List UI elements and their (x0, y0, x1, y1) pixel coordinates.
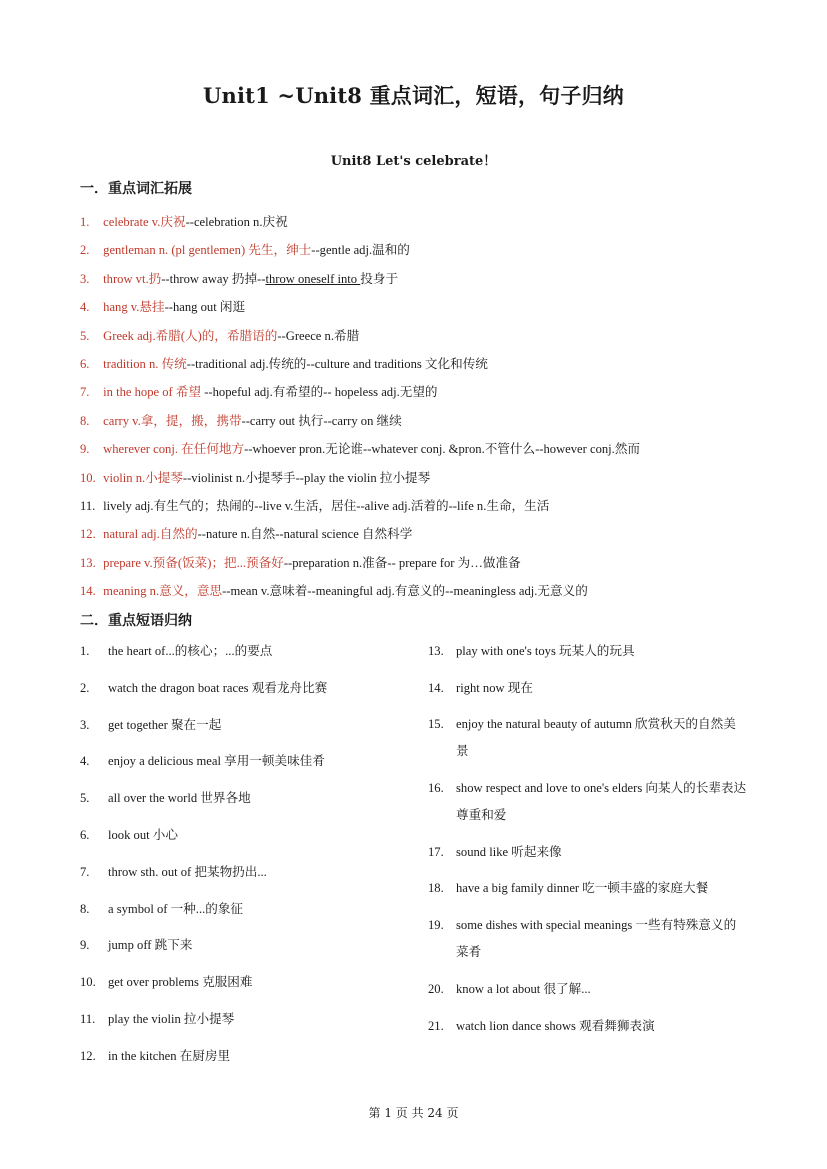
phrase-column-left (80, 638, 410, 1080)
phrase-item (80, 675, 410, 712)
phrase-number: 1. (80, 644, 90, 658)
phrase-number: 15. (428, 717, 444, 732)
phrase-number: 8. (80, 901, 90, 916)
vocab-item (80, 382, 760, 410)
phrase-number: 2. (80, 680, 90, 695)
phrase-number: 21. (428, 1018, 444, 1033)
phrase-number: 4. (80, 754, 90, 769)
unit-subtitle: Unit8 Let's celebrate！ (330, 154, 497, 169)
vocab-item (80, 297, 760, 325)
vocab-item (80, 553, 760, 581)
phrase-text: show respect and love to one's elders 向某人的长辈表达尊重和爱 (456, 781, 747, 823)
vocab-item-keyword: throw vt.扔 (103, 271, 162, 286)
vocab-item (80, 524, 760, 552)
vocab-item-number: 1. (80, 215, 90, 229)
phrase-item (428, 875, 748, 902)
vocab-item-keyword: Greek adj.希腊(人)的，希腊语的 (103, 328, 278, 343)
phrase-item (80, 1006, 410, 1043)
phrase-item (428, 976, 748, 1003)
vocab-item (80, 496, 760, 524)
vocab-item-number: 14. (80, 584, 96, 599)
phrase-item (80, 785, 410, 822)
phrase-text: the heart of...的核心；...的要点 (108, 644, 273, 658)
vocab-item-number: 13. (80, 555, 96, 570)
phrase-item (80, 896, 410, 933)
phrase-text: right now 现在 (456, 680, 533, 695)
phrase-text: get over problems 克服困难 (108, 975, 253, 990)
phrase-item (428, 775, 748, 829)
vocab-item (80, 240, 760, 268)
phrase-item (80, 748, 410, 785)
vocab-item-derivatives: --hang out 闲逛 (164, 300, 246, 315)
vocab-item-keyword: celebrate v.庆祝 (103, 215, 186, 229)
phrase-text: a symbol of 一种...的象征 (108, 901, 244, 916)
vocab-item-keyword: in the hope of 希望 (103, 385, 202, 400)
phrase-text: know a lot about 很了解... (456, 981, 591, 996)
vocab-item (80, 439, 760, 467)
phrase-text: get together 聚在一起 (108, 717, 222, 732)
page-title: Unit1 ~Unit8 重点词汇，短语，句子归纳 (203, 83, 624, 108)
phrase-item (428, 912, 748, 966)
vocab-item-number: 7. (80, 385, 90, 400)
vocab-item-keyword: violin n.小提琴 (103, 470, 183, 485)
phrase-number: 17. (428, 844, 444, 859)
phrase-item (428, 839, 748, 866)
phrase-item (80, 638, 410, 675)
phrase-number: 11. (80, 1011, 96, 1026)
vocab-item-number: 4. (80, 300, 90, 315)
phrase-number: 14. (428, 680, 444, 695)
phrase-number: 20. (428, 981, 444, 996)
vocab-item-number: 11. (80, 498, 96, 513)
vocab-item-keyword: prepare v.预备(饭菜)；把...预备好 (103, 555, 284, 570)
phrase-text: sound like 听起来像 (456, 844, 562, 859)
vocab-item-derivatives: --preparation n.准备-- prepare for 为…做准备 (283, 555, 521, 570)
vocab-item-keyword: carry v.拿，提，搬，携带 (103, 413, 242, 428)
vocab-item-number: 8. (80, 413, 90, 428)
phrase-text: jump off 跳下来 (108, 938, 193, 953)
page-footer: 第 1 页 共 24 页 (368, 1106, 459, 1120)
phrase-text: look out 小心 (108, 827, 178, 842)
phrase-item (80, 1043, 410, 1080)
phrase-number: 7. (80, 864, 90, 879)
vocab-item-number: 5. (80, 328, 90, 343)
phrase-text: play the violin 拉小提琴 (108, 1011, 235, 1026)
phrase-number: 12. (80, 1048, 96, 1063)
vocab-item-derivatives: --hopeful adj.有希望的-- hopeless adj.无望的 (201, 385, 438, 400)
vocab-item-derivatives: --nature n.自然--natural science 自然科学 (197, 527, 413, 542)
phrase-text: all over the world 世界各地 (108, 791, 251, 806)
phrase-item (428, 1013, 748, 1040)
vocab-item (80, 581, 760, 609)
vocab-item (80, 326, 760, 354)
phrase-item (80, 712, 410, 749)
vocab-item-keyword: natural adj.自然的 (103, 527, 198, 542)
vocab-item-number: 2. (80, 243, 90, 258)
phrase-number: 6. (80, 827, 90, 842)
phrase-text: have a big family dinner 吃一顿丰盛的家庭大餐 (456, 881, 709, 896)
phrase-item (428, 638, 748, 665)
vocab-item-derivatives: --throw away 扔掉-- (161, 271, 266, 286)
vocab-item-derivatives: --whoever pron.无论谁--whatever conj. &pron.不管什么--however conj.然而 (244, 442, 641, 457)
phrase-number: 3. (80, 717, 90, 732)
vocab-item (80, 269, 760, 297)
vocab-item-derivatives: --celebration n.庆祝 (185, 215, 288, 229)
vocab-item (80, 468, 760, 496)
vocab-item-keyword: tradition n. 传统 (103, 356, 187, 371)
phrase-item (80, 859, 410, 896)
vocab-item (80, 411, 760, 439)
vocab-item (80, 212, 760, 240)
vocab-item-number: 12. (80, 527, 96, 542)
phrase-text: watch the dragon boat races 观看龙舟比赛 (108, 680, 328, 695)
vocab-item-derivatives: lively adj.有生气的；热闹的--live v.生活，居住--alive adj.活着的--life n.生命，生活 (103, 498, 550, 513)
vocab-item-number: 3. (80, 271, 90, 286)
vocab-item-derivatives: --mean v.意味着--meaningful adj.有意义的--meaningless adj.无意义的 (222, 584, 588, 599)
vocab-item-derivatives: --gentle adj.温和的 (311, 243, 410, 258)
vocab-item-derivatives: --violinist n.小提琴手--play the violin 拉小提琴 (182, 470, 431, 485)
vocab-section-heading: 一．重点词汇拓展 (80, 181, 192, 197)
phrase-item (80, 969, 410, 1006)
vocab-item-keyword: wherever conj. 在任何地方 (103, 442, 245, 457)
phrase-column-right (428, 638, 748, 1049)
phrase-text: throw sth. out of 把某物扔出... (108, 864, 267, 879)
vocab-item-keyword: hang v.悬挂 (103, 300, 165, 315)
phrase-number: 13. (428, 644, 444, 658)
vocab-item-keyword: gentleman n. (pl gentlemen) 先生，绅士 (103, 243, 312, 258)
phrase-number: 10. (80, 975, 96, 990)
vocab-item-derivatives: --traditional adj.传统的--culture and traditions 文化和传统 (186, 356, 488, 371)
vocab-item-number: 6. (80, 356, 90, 371)
vocab-item-underlined-phrase: throw oneself into (265, 271, 361, 286)
phrase-item (80, 932, 410, 969)
vocab-item-derivatives: --Greece n.希腊 (277, 328, 360, 343)
vocab-list (80, 212, 760, 609)
phrase-item (428, 675, 748, 702)
phrase-section-heading: 二．重点短语归纳 (80, 613, 192, 629)
vocab-item-number: 9. (80, 442, 90, 457)
phrase-number: 16. (428, 781, 444, 796)
phrase-number: 18. (428, 881, 444, 896)
phrase-number: 19. (428, 918, 444, 933)
phrase-text: play with one's toys 玩某人的玩具 (456, 644, 635, 658)
phrase-number: 9. (80, 938, 90, 953)
vocab-item-derivatives: --carry out 执行--carry on 继续 (241, 413, 402, 428)
vocab-item-meaning: 投身于 (360, 271, 399, 286)
phrase-text: in the kitchen 在厨房里 (108, 1048, 231, 1063)
phrase-text: watch lion dance shows 观看舞狮表演 (456, 1018, 655, 1033)
phrase-number: 5. (80, 791, 90, 806)
phrase-item (80, 822, 410, 859)
vocab-item-number: 10. (80, 470, 96, 485)
phrase-text: enjoy the natural beauty of autumn 欣赏秋天的自然美景 (456, 717, 736, 759)
phrase-text: some dishes with special meanings 一些有特殊意义的菜肴 (456, 918, 737, 960)
phrase-text: enjoy a delicious meal 享用一顿美味佳肴 (108, 754, 325, 769)
phrase-item (428, 711, 748, 765)
vocab-item (80, 354, 760, 382)
vocab-item-keyword: meaning n.意义，意思 (103, 584, 223, 599)
